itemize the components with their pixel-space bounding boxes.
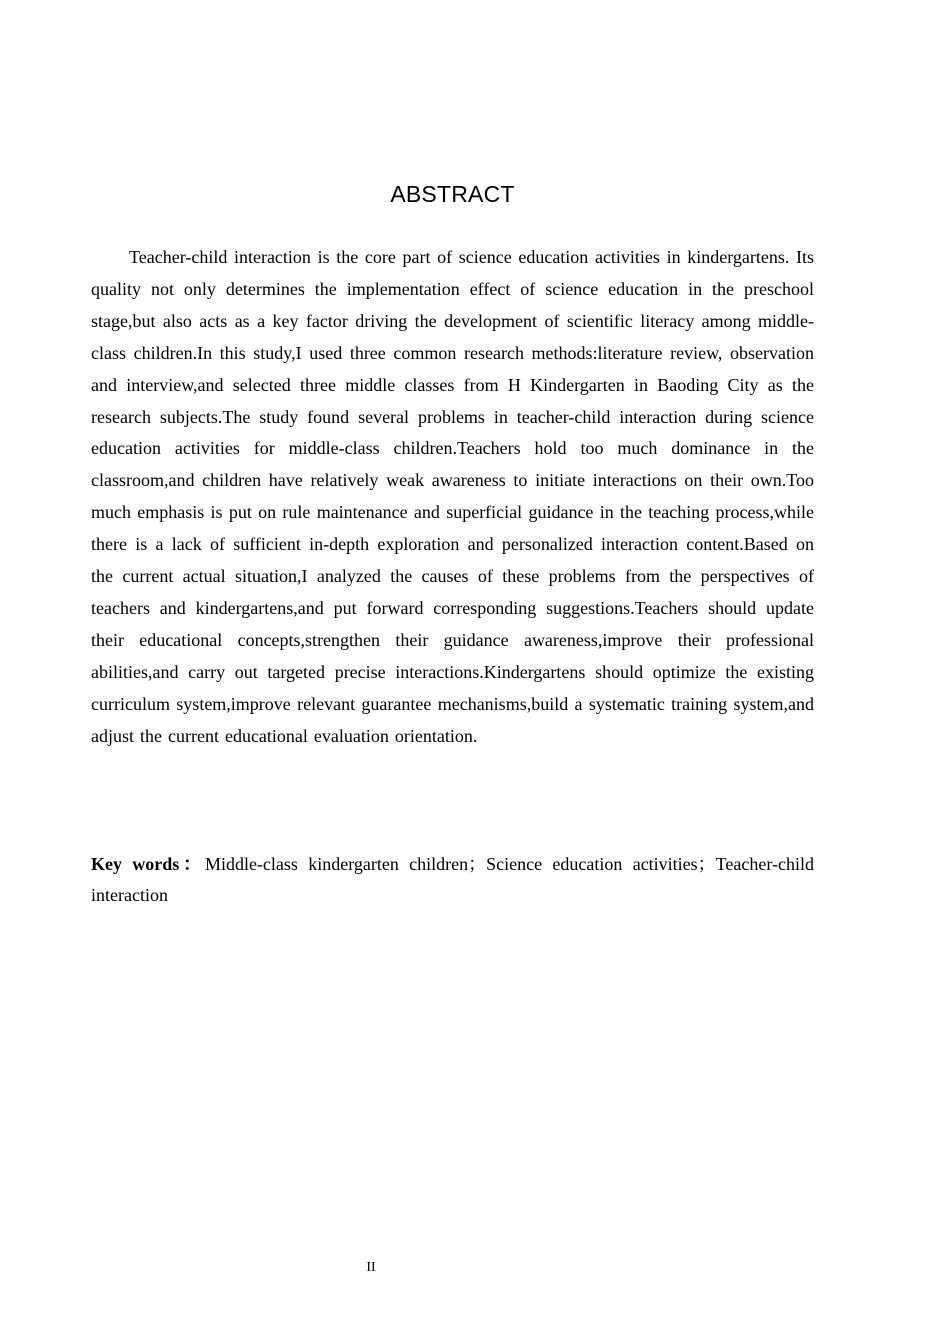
keywords-paragraph — [91, 849, 814, 911]
abstract-body: Teacher-child interaction is the core part of science education activities in kindergartens. Its quality not only determines the implementation effect of science education in the preschool stage,but also acts as a key factor driving the development of scientific literacy among middle-class children.In this study,I used three common research methods:literature review, observation and interview,and selected three middle classes from H Kindergarten in Baoding City as the research subjects.The study found several problems in teacher-child interaction during science education activities for middle-class children.Teachers hold too much dominance in the classroom,and children have relatively weak awareness to initiate interactions on their own.Too much emphasis is put on rule maintenance and superficial guidance in the teaching process,while there is a lack of sufficient in-depth exploration and personalized interaction content.Based on the current actual situation,I analyzed the causes of these problems from the perspectives of teachers and kindergartens,and put forward corresponding suggestions.Teachers should update their educational concepts,strengthen their guidance awareness,improve their professional abilities,and carry out targeted precise interactions.Kindergartens should optimize the existing curriculum system,improve relevant guarantee mechanisms,build a systematic training system,and adjust the current educational evaluation orientation. — [91, 247, 814, 746]
keywords-list: Middle-class kindergarten children；Science education activities；Teacher-child interaction — [91, 854, 814, 905]
page-number: II — [366, 1260, 376, 1275]
abstract-title: ABSTRACT — [390, 181, 515, 207]
keywords-label: Key words： — [91, 854, 205, 874]
